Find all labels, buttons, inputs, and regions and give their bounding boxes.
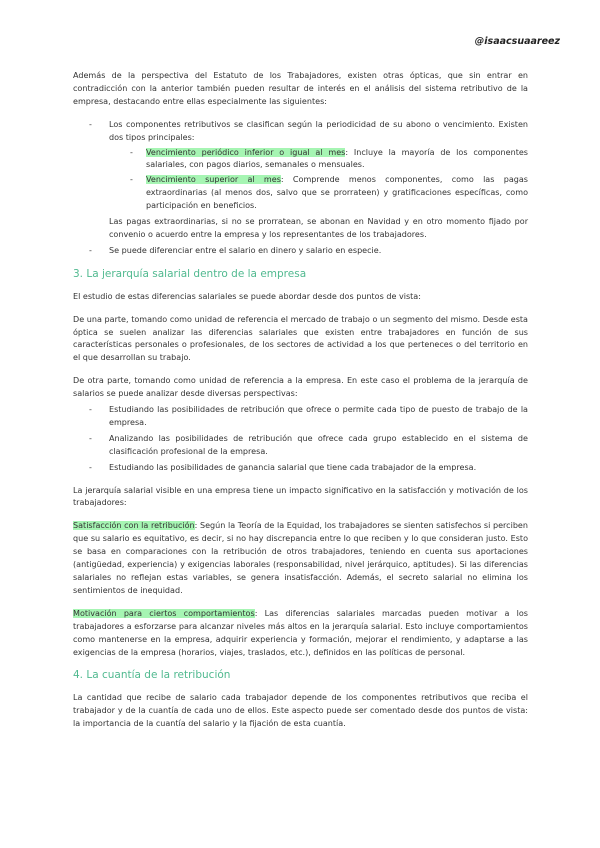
paragraph: De otra parte, tomando como unidad de referencia a la empresa. En este caso el problema de la jerarquía de salarios se puede analizar desde diversas perspectivas: (73, 376, 528, 399)
sub-list-item (109, 147, 528, 173)
author-handle: @isaacsuaareez (474, 36, 560, 47)
paragraph-text: : Según la Teoría de la Equidad, los trabajadores se sienten satisfechos si perciben que su salario es equitativo, es decir, si no hay discrepancia entre lo que reciben y lo que consideran justo. Esto se basa en comparaciones con la retribución de otros trabajadores, teniendo en cuenta sus aportaciones (antigüedad, experiencia) y exigencias laborales (responsabilidad, nivel jerárquico, aptitudes). Si las diferencias salariales no reflejan estas variables, se genera insatisfacción. Además, el secreto salarial no elimina los sentimientos de inequidad. (73, 521, 528, 595)
highlighted-term: Satisfacción con la retribución (73, 521, 195, 531)
list-item-text: Los componentes retributivos se clasifican según la periodicidad de su abono o vencimiento. Existen dos tipos principales: (109, 119, 528, 142)
perspectives-list (73, 404, 528, 475)
list-item (73, 245, 528, 258)
paragraph: La cantidad que recibe de salario cada trabajador depende de los componentes retributivos que reciba el trabajador y de la cuantía de cada uno de ellos. Este aspecto puede ser comentado desde dos puntos de vista: la importancia de la cuantía del salario y la fijación de esta cuantía. (73, 693, 528, 729)
document-body (73, 70, 528, 741)
list-item: - Estudiando las posibilidades de ganancia salarial que tiene cada trabajador de la empresa. (73, 462, 528, 475)
paragraph (73, 608, 528, 660)
list-item (73, 119, 528, 242)
list-item-text: Se puede diferenciar entre el salario en dinero y salario en especie. (109, 245, 382, 255)
section-heading: 4. La cuantía de la retribución (73, 669, 231, 682)
section-heading: 3. La jerarquía salarial dentro de la empresa (73, 267, 307, 280)
classification-list (73, 119, 528, 258)
sub-item-text: : Comprende menos componentes, como las pagas extraordinarias (al menos dos, salvo que se prorrateen) y gratificaciones específicas, como participación en beneficios. (146, 175, 528, 211)
paragraph: De una parte, tomando como unidad de referencia el mercado de trabajo o un segmento del mismo. Desde esta óptica se suelen analizar las diferencias salariales que existen entre trabajadores en función de sus características personales o profesionales, de los sectores de actividad a los que perteneces o del territorio en el que desarrollan su trabajo. (73, 314, 528, 363)
list-item: - Estudiando las posibilidades de retribución que ofrece o permite cada tipo de puesto de trabajo de la empresa. (73, 404, 528, 430)
highlighted-term: Vencimiento periódico inferior o igual al mes (146, 147, 346, 157)
paragraph (73, 520, 528, 597)
highlighted-term: Motivación para ciertos comportamientos (73, 608, 255, 618)
highlighted-term: Vencimiento superior al mes (146, 175, 281, 185)
paragraph-text: : Las diferencias salariales marcadas pueden motivar a los trabajadores a esforzarse para alcanzar niveles más altos en la jerarquía salarial. Esto incluye comportamientos como mantenerse en la empresa, adquirir experiencia y formación, mejorar el rendimiento, y adaptarse a las exigencias de la empresa (horarios, viajes, traslados, etc.), definidos en las políticas de personal. (73, 608, 528, 657)
list-item: - Analizando las posibilidades de retribución que ofrece cada grupo establecido en el sistema de clasificación profesional de la empresa. (73, 433, 528, 459)
list-item-note: Las pagas extraordinarias, si no se prorratean, se abonan en Navidad y en otro momento fijado por convenio o acuerdo entre la empresa y los representantes de los trabajadores. (109, 217, 528, 239)
paragraph: La jerarquía salarial visible en una empresa tiene un impacto significativo en la satisfacción y motivación de los trabajadores: (73, 485, 528, 508)
sub-list (109, 147, 528, 214)
sub-item-text: : Incluye la mayoría de los componentes salariales, con pagos diarios, semanales o mensuales. (146, 147, 528, 170)
paragraph: El estudio de estas diferencias salariales se puede abordar desde dos puntos de vista: (73, 291, 421, 301)
intro-paragraph: Además de la perspectiva del Estatuto de los Trabajadores, existen otras ópticas, que sin entrar en contradicción con la anterior también pueden resultar de interés en el análisis del sistema retributivo de la empresa, destacando entre ellas especialmente las siguientes: (73, 71, 528, 106)
sub-list-item (109, 174, 528, 213)
